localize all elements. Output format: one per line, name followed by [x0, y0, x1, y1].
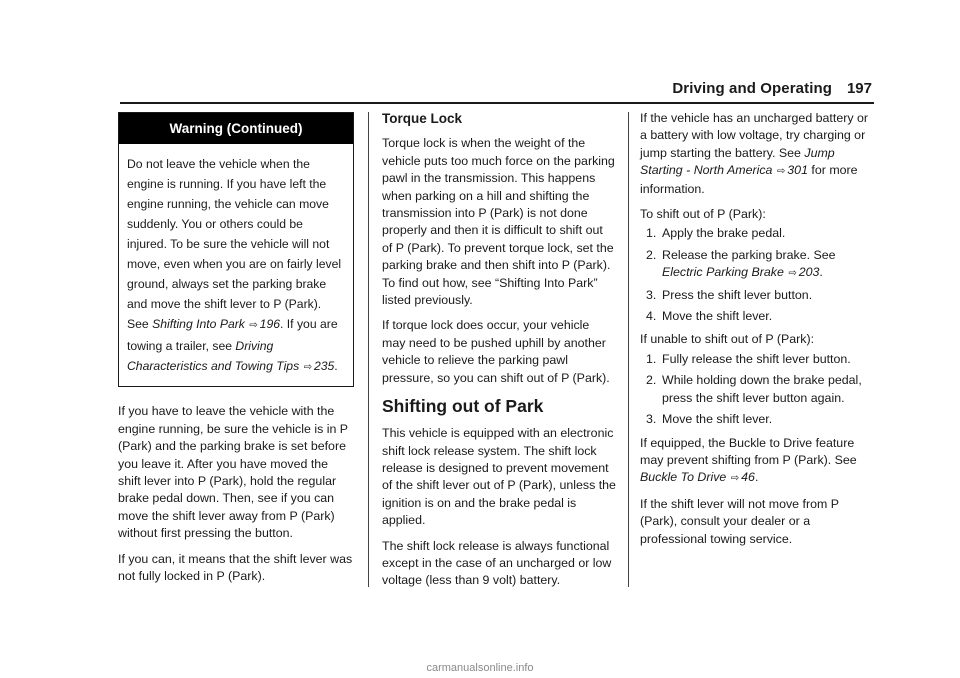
list-item-text: Release the parking brake. See	[662, 247, 836, 262]
list-intro: If unable to shift out of P (Park):	[640, 332, 815, 347]
list-number: 4.	[646, 309, 657, 324]
page-ref-arrow-icon: ⇨	[730, 473, 740, 485]
paragraph: If you can, it means that the shift lever was not fully locked in P (Park).	[118, 551, 353, 584]
column-divider-right	[628, 112, 629, 587]
list-item	[640, 372, 876, 407]
list-item	[640, 225, 876, 242]
paragraph-text: If the vehicle has an uncharged battery or a battery with low voltage, try charging or jump starting the battery. See	[640, 111, 868, 160]
paragraph	[640, 435, 876, 488]
steps-list-shift-out	[640, 225, 876, 325]
list-item	[640, 247, 876, 283]
column-2	[382, 110, 616, 598]
paragraph-text: .	[754, 470, 759, 485]
warning-box	[118, 112, 354, 387]
page-ref-arrow-icon: ⇨	[249, 320, 258, 332]
running-header-title: Driving and Operating	[672, 80, 832, 97]
list-number: 1.	[646, 226, 657, 241]
page-number: 197	[846, 80, 872, 97]
list-item-text: Move the shift lever.	[662, 309, 773, 324]
section-heading-shifting-out-of-park: Shifting out of Park	[382, 396, 544, 417]
steps-list-unable-to-shift	[640, 351, 876, 429]
xref-page-235[interactable]: 235	[313, 359, 335, 374]
xref-driving-characteristics[interactable]: Driving Characteristics and Towing Tips	[127, 339, 300, 374]
list-item	[640, 287, 876, 304]
list-item-text: .	[819, 265, 823, 280]
header-rule	[120, 102, 874, 104]
xref-electric-parking-brake[interactable]: Electric Parking Brake	[662, 265, 784, 280]
paragraph: This vehicle is equipped with an electronic shift lock release system. The shift lock release is designed to prevent movement of the shift lever out of P (Park), unless the ignition is on and the brake pedal is applied.	[382, 426, 616, 528]
xref-shifting-into-park[interactable]: Shifting Into Park	[152, 317, 245, 332]
list-item-text: Apply the brake pedal.	[662, 226, 786, 241]
paragraph	[640, 110, 876, 198]
column-3	[640, 110, 876, 556]
xref-page-203[interactable]: 203	[798, 265, 820, 280]
page-ref-arrow-icon: ⇨	[303, 362, 312, 374]
column-divider-left	[368, 112, 369, 587]
page-ref-arrow-icon: ⇨	[776, 166, 786, 178]
list-item	[640, 351, 876, 368]
list-number: 1.	[646, 351, 657, 366]
list-item-text: Fully release the shift lever button.	[662, 351, 851, 366]
paragraph: If the shift lever will not move from P (Park), consult your dealer or a professional towing service.	[640, 496, 839, 546]
paragraph: If torque lock does occur, your vehicle may need to be pushed uphill by another vehicle to relieve the parking pawl pressure, so you can shift out of P (Park).	[382, 318, 610, 385]
paragraph-text: If equipped, the Buckle to Drive feature may prevent shifting from P (Park). See	[640, 435, 857, 467]
warning-text-end: .	[334, 359, 338, 374]
list-item	[640, 411, 876, 428]
xref-page-301[interactable]: 301	[787, 163, 808, 178]
paragraph: If you have to leave the vehicle with the engine running, be sure the vehicle is in P (Park) and the parking brake is set before you leave it. After you have moved the shift lever into P (Park), hold the regular brake pedal down. Then, see if you can move the shift lever away from P (Park) without first pressing the button.	[118, 404, 348, 541]
paragraph: The shift lock release is always functional except in the case of an uncharged or low voltage (less than 9 volt) battery.	[382, 538, 612, 588]
list-number: 2.	[646, 247, 657, 262]
footer-watermark: carmanualsonline.info	[426, 662, 534, 674]
column-1	[118, 112, 354, 593]
warning-text-mid: . If you are towing a trailer, see	[127, 317, 338, 354]
subheading-torque-lock: Torque Lock	[382, 111, 463, 126]
list-intro: To shift out of P (Park):	[640, 207, 766, 222]
xref-page-196[interactable]: 196	[259, 317, 281, 332]
warning-text-body: Do not leave the vehicle when the engine is running. If you have left the engine running, the vehicle can move suddenly. You or others could be injured. To be sure the vehicle will not move, even when you are on fairly level ground, always set the parking brake and move the shift lever to P (Park). See	[127, 157, 342, 332]
warning-title: Warning (Continued)	[119, 113, 353, 144]
list-item-text: Move the shift lever.	[662, 412, 773, 427]
page-ref-arrow-icon: ⇨	[788, 268, 797, 280]
list-number: 3.	[646, 287, 657, 302]
list-number: 2.	[646, 373, 657, 388]
xref-page-46[interactable]: 46	[741, 470, 755, 485]
warning-text	[119, 144, 353, 386]
list-item-text: Press the shift lever button.	[662, 287, 813, 302]
paragraph: Torque lock is when the weight of the vehicle puts too much force on the parking pawl in the transmission. This happens when parking on a hill and shifting the transmission into P (Park) is not done properly and then it is difficult to shift out of P (Park). To prevent torque lock, set the parking brake and then shift into P (Park). To find out how, see “Shifting Into Park” listed previously.	[382, 136, 615, 308]
list-item	[640, 308, 876, 325]
list-item-text: While holding down the brake pedal, press the shift lever button again.	[662, 373, 862, 405]
xref-buckle-to-drive[interactable]: Buckle To Drive	[640, 470, 727, 485]
xref-jump-starting[interactable]: Jump Starting - North America	[640, 145, 835, 178]
list-number: 3.	[646, 412, 657, 427]
paragraph-text: for more information.	[640, 163, 858, 196]
